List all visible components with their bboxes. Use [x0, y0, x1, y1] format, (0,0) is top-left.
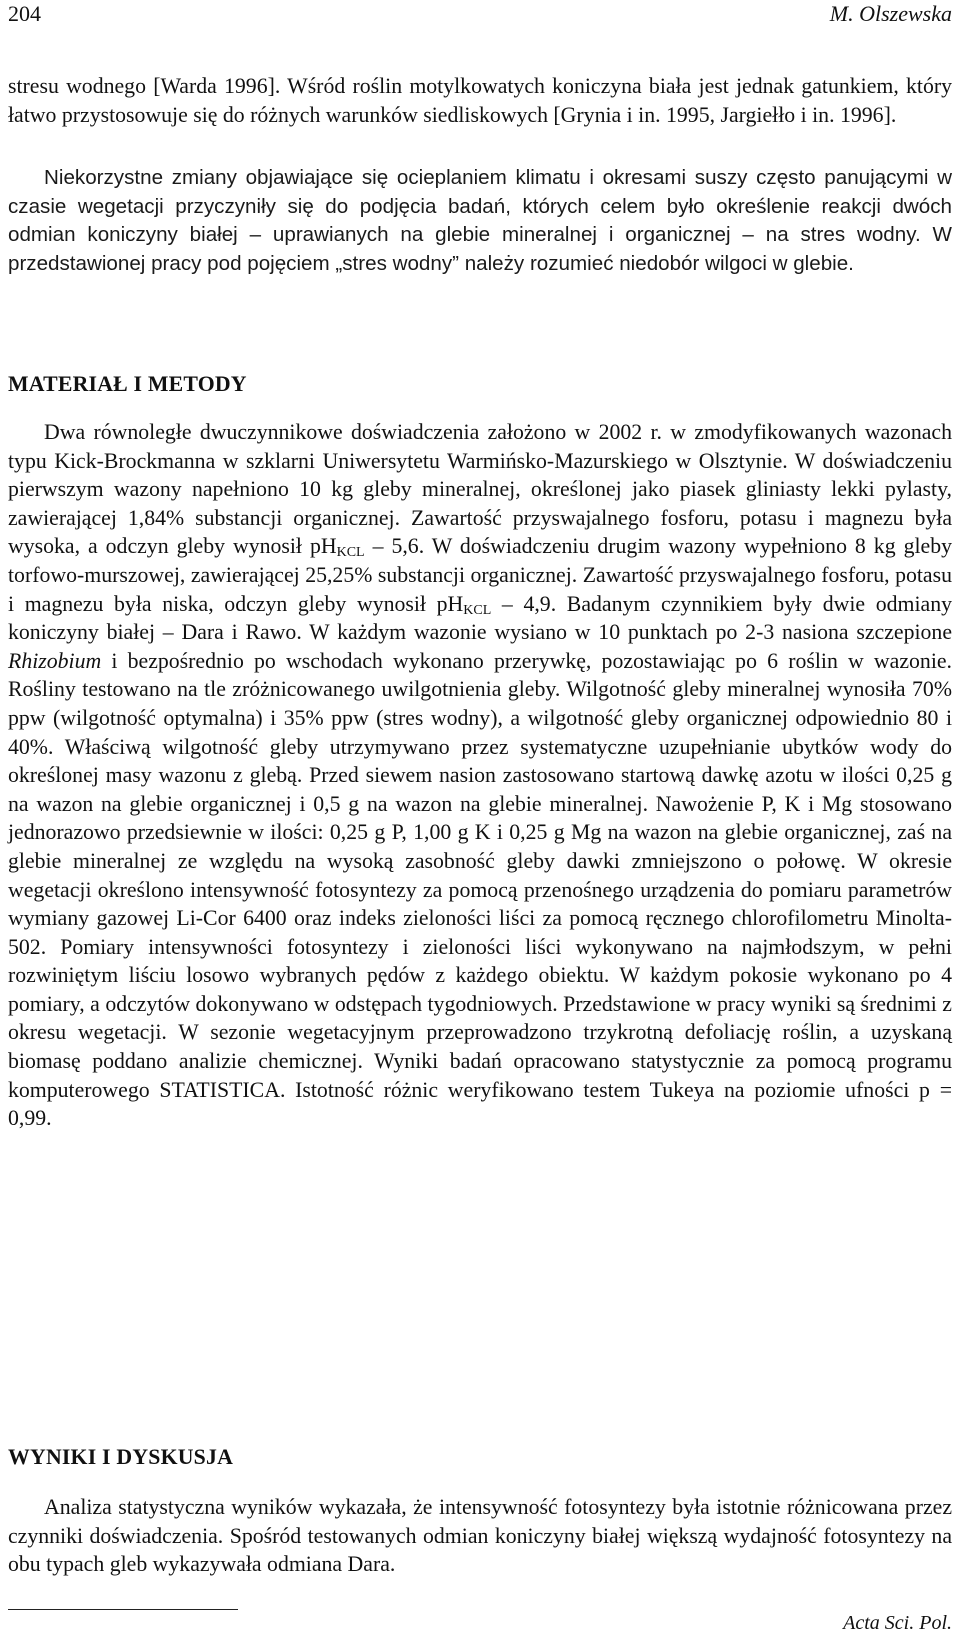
- ph-kcl-subscript-1: KCL: [336, 545, 365, 561]
- methods-text-part4: i bezpośrednio po wschodach wykonano przerywkę, pozostawiając po 6 roślin w wazonie. Rośliny testowano na tle zróżnicowanego uwilgotnienia gleby. Wilgotność gleby mineralnej wynosiła 70% ppw (wilgotność optymalna) i 35% ppw (stres wodny), a wilgotność gleby organicznej odpowiednio 80 i 40%. Właściwą wilgotność gleby utrzymywano przez systematyczne uzupełnianie ubytków wody do określonej masy wazonu z glebą. Przed siewem nasion zastosowano startową dawkę azotu w ilości 0,25 g na wazon na glebie organicznej i 0,5 g na wazon na glebie mineralnej. Nawożenie P, K i Mg stosowano jednorazowo przedsiewnie w ilości: 0,25 g P, 1,00 g K i 0,25 g Mg na wazon na glebie organicznej, zaś na glebie mineralnej ze względu na wysoką zasobność gleby dawki zmniejszono o połowę. W okresie wegetacji określono intensywność fotosyntezy za pomocą przenośnego urządzenia do pomiaru parametrów wymiany gazowej Li-Cor 6400 oraz indeks zieloności liści za pomocą ręcznego chlorofilometru Minolta-502. Pomiary intensywności fotosyntezy i zieloności liści wykonywano na najmłodszym, w pełni rozwiniętym liściu losowo wybranych pędów z każdego obiektu. W każdym pokosie wykonano po 4 pomiary, a odczytów dokonywano w odstępach tygodniowych. Przedstawione w pracy wyniki są średnimi z okresu wegetacji. W sezonie wegetacyjnym przeprowadzono trzykrotną defoliację roślin, a uzyskaną biomasę poddano analizie chemicznej. Wyniki badań opracowano statystycznie za pomocą programu komputerowego STATISTICA. Istotność różnic weryfikowano testem Tukeya na poziomie ufności p = 0,99.: [8, 648, 952, 1131]
- methods-text-part1: Dwa równoległe dwuczynnikowe doświadczenia założono w 2002 r. w zmodyfikowanych wazonach typu Kick-Brockmanna w szklarni Uniwersytetu Warmińsko-Mazurskiego w Olsztynie. W doświadczeniu pierwszym wazony napełniono 10 kg gleby mineralnej, określonej jako piasek gliniasty lekki pylasty, zawierającej 1,84% substancji organicznej. Zawartość przyswajalnego fosforu, potasu i magnezu była wysoka, a odczyn gleby wynosił pH: [8, 420, 952, 559]
- page-header: [8, 0, 952, 40]
- methods-text-part3: – 4,9. Badanym czynnikiem były dwie odmiany koniczyny białej – Dara i Rawo. W każdym wazonie wysiano w 10 punktach po 2-3 nasiona szczepione: [8, 591, 952, 645]
- ph-kcl-subscript-2: KCL: [463, 602, 492, 618]
- journal-footer: Acta Sci. Pol.: [843, 1612, 952, 1634]
- methods-heading: MATERIAŁ I METODY: [8, 372, 247, 396]
- rhizobium-term: Rhizobium: [8, 648, 102, 673]
- results-heading: WYNIKI I DYSKUSJA: [8, 1445, 234, 1469]
- results-paragraph: Analiza statystyczna wyników wykazała, że intensywność fotosyntezy była istotnie różnicowana przez czynniki doświadczenia. Spośród testowanych odmian koniczyny białej większą wydajność fotosyntezy na obu typach gleb wykazywała odmiana Dara.: [8, 1495, 952, 1577]
- footer-rule: [8, 1609, 238, 1610]
- page-number: 204: [8, 1, 41, 26]
- running-head: M. Olszewska: [829, 1, 952, 26]
- intro-continuation: stresu wodnego [Warda 1996]. Wśród roślin motylkowatych koniczyna biała jest jednak gatunkiem, który łatwo przystosowuje się do różnych warunków siedliskowych [Grynia i in. 1995, Jargiełło i in. 1996].: [8, 74, 952, 127]
- methods-paragraph: [8, 418, 952, 1133]
- methods-text-part2: – 5,6. W doświadczeniu drugim wazony wypełniono 8 kg gleby torfowo-murszowej, zawierającej 25,25% substancji organicznej. Zawartość przyswajalnego fosforu, potasu i magnezu była niska, odczyn gleby wynosił pH: [8, 534, 952, 616]
- aim-paragraph: Niekorzystne zmiany objawiające się ocieplaniem klimatu i okresami suszy często panującymi w czasie wegetacji przyczyniły się do podjęcia badań, których celem było określenie reakcji dwóch odmian koniczyny białej – uprawianych na glebie mineralnej i organicznej – na stres wodny. W przedstawionej pracy pod pojęciem „stres wodny” należy rozumieć niedobór wilgoci w glebie.: [8, 166, 952, 275]
- paper-page: [8, 0, 952, 1638]
